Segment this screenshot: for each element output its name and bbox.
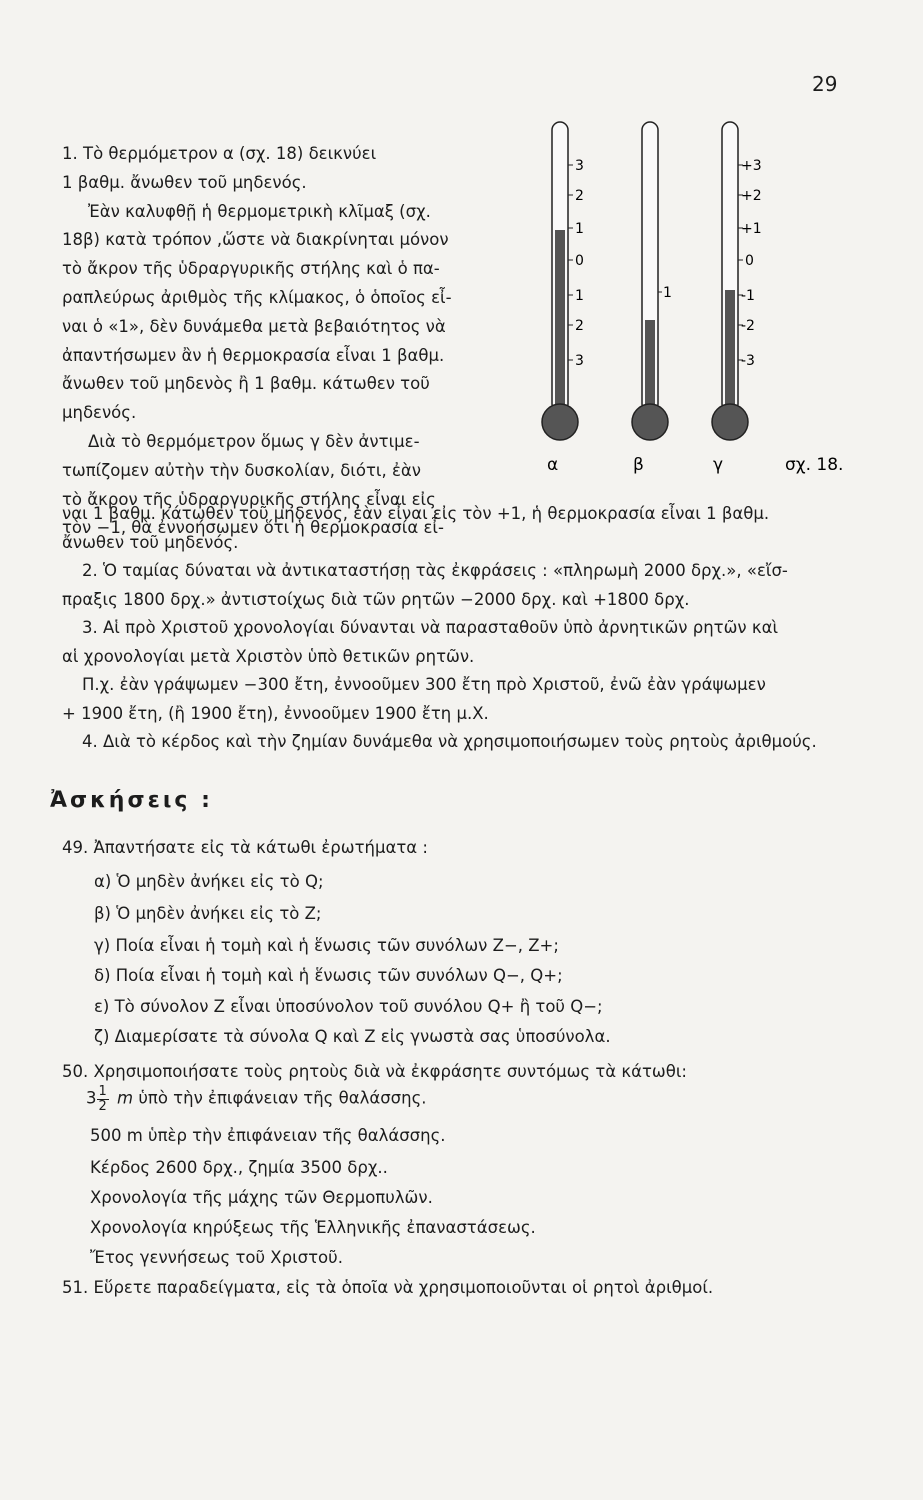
paragraph-line: αἱ χρονολογίαι μετὰ Χριστὸν ὑπὸ θετικῶν ρητῶν. <box>62 646 475 666</box>
fraction <box>97 1085 109 1113</box>
paragraph-line: Π.χ. ἐὰν γράψωμεν −300 ἔτη, ἐννοοῦμεν 300 ἔτη πρὸ Χριστοῦ, ἐνῶ ἐὰν γράψωμεν <box>82 675 766 694</box>
paragraph-line: μηδενός. <box>62 403 137 423</box>
scale-g-label: -2 <box>741 318 755 334</box>
exercise-49-item: β) Ὁ μηδὲν ἀνήκει εἰς τὸ Z; <box>94 904 322 923</box>
paragraph-line: Ἐὰν καλυφθῇ ἡ θερμομετρικὴ κλῖμαξ (σχ. <box>88 201 431 221</box>
paragraph-line: τὸ ἄκρον τῆς ὑδραργυρικῆς στήλης καὶ ὁ πα- <box>62 259 440 279</box>
paragraph-line: τὸν −1, θὰ ἐννοήσωμεν ὅτι ἡ θερμοκρασία εἶ- <box>62 518 444 538</box>
paragraph-line: ἄνωθεν τοῦ μηδενός. <box>62 532 239 552</box>
scale-g-label: +1 <box>741 221 762 237</box>
exercise-50-item: Χρονολογία κηρύξεως τῆς Ἑλληνικῆς ἐπαναστάσεως. <box>90 1218 536 1237</box>
paragraph-line: 1 βαθμ. ἄνωθεν τοῦ μηδενός. <box>62 172 307 192</box>
scale-a-label: 3 <box>575 353 584 369</box>
scale-g-label: -3 <box>741 353 755 369</box>
page-number: 29 <box>812 72 838 96</box>
exercise-50-item: Χρονολογία τῆς μάχης τῶν Θερμοπυλῶν. <box>90 1188 433 1207</box>
thermometer-a <box>542 122 584 440</box>
exercise-49-item: γ) Ποία εἶναι ἡ τομὴ καὶ ἡ ἕνωσις τῶν συνόλων Z−, Z+; <box>94 936 559 955</box>
scale-a-label: 3 <box>575 158 584 174</box>
exercise-49-item: α) Ὁ μηδὲν ἀνήκει εἰς τὸ Q; <box>94 872 324 891</box>
scale-g-label: +3 <box>741 158 762 174</box>
paragraph-line: τωπίζομεν αὐτὴν τὴν δυσκολίαν, διότι, ἐὰν <box>62 460 421 480</box>
unit-m: m <box>117 1088 134 1108</box>
figure-label-a: α <box>547 455 559 475</box>
thermometer-b <box>632 122 672 440</box>
intro-text-block <box>62 140 532 543</box>
paragraph-line: ραπλεύρως ἀριθμὸς τῆς κλίμακος, ὁ ὁποῖος εἶ- <box>62 287 452 307</box>
paragraph-line: Διὰ τὸ θερμόμετρον ὅμως γ δὲν ἀντιμε- <box>88 431 420 451</box>
exercise-49-item: ε) Τὸ σύνολον Z εἶναι ὑποσύνολον τοῦ συνόλου Q+ ἢ τοῦ Q−; <box>94 997 603 1016</box>
exercise-50-title: 50. Χρησιμοποιήσατε τοὺς ρητοὺς διὰ νὰ ἐκφράσητε συντόμως τὰ κάτωθι: <box>62 1062 687 1081</box>
figure-label-g: γ <box>713 455 724 475</box>
paragraph-line: ναι ὁ «1», δὲν δυνάμεθα μετὰ βεβαιότητος νὰ <box>62 316 446 336</box>
exercise-50-item: 500 m ὑπὲρ τὴν ἐπιφάνειαν τῆς θαλάσσης. <box>90 1126 446 1145</box>
paragraph-line: 3. Αἱ πρὸ Χριστοῦ χρονολογίαι δύνανται νὰ παρασταθοῦν ὑπὸ ἀρνητικῶν ρητῶν καὶ <box>82 618 779 637</box>
scale-a-label: 1 <box>575 221 584 237</box>
paragraph-line: ναι 1 βαθμ. κάτωθεν τοῦ μηδενός, ἐὰν εἶναι εἰς τὸν +1, ἡ θερμοκρασία εἶναι 1 βαθμ. <box>62 504 770 523</box>
scale-a-label: 2 <box>575 188 584 204</box>
exercise-50-fraction-line <box>86 1085 427 1113</box>
scale-b-label: 1 <box>663 285 672 301</box>
mixed-number-whole: 3 <box>86 1088 97 1108</box>
scale-a-label: 1 <box>575 288 584 304</box>
thermometer-figure <box>525 110 865 480</box>
scale-g-label: +2 <box>741 188 762 204</box>
exercise-49-item: δ) Ποία εἶναι ἡ τομὴ καὶ ἡ ἕνωσις τῶν συνόλων Q−, Q+; <box>94 966 563 985</box>
thermometer-g <box>712 122 762 440</box>
figure-label-b: β <box>633 455 644 475</box>
scale-g-label: 0 <box>745 253 754 269</box>
paragraph-line: 4. Διὰ τὸ κέρδος καὶ τὴν ζημίαν δυνάμεθα νὰ χρησιμοποιήσωμεν τοὺς ρητοὺς ἀριθμούς. <box>82 732 817 751</box>
body-text-block <box>62 500 862 757</box>
fraction-text: ὑπὸ τὴν ἐπιφάνειαν τῆς θαλάσσης. <box>138 1088 427 1108</box>
exercise-51-title: 51. Εὕρετε παραδείγματα, εἰς τὰ ὁποῖα νὰ χρησιμοποιοῦνται οἱ ρητοὶ ἀριθμοί. <box>62 1278 714 1297</box>
exercise-49-title: 49. Ἀπαντήσατε εἰς τὰ κάτωθι ἐρωτήματα : <box>62 838 428 857</box>
exercises-heading: Ἀσκήσεις : <box>50 788 213 813</box>
scale-g-label: -1 <box>741 288 755 304</box>
figure-caption: σχ. 18. <box>785 455 844 475</box>
scale-a-label: 2 <box>575 318 584 334</box>
paragraph-line: 18β) κατὰ τρόπον ,ὥστε νὰ διακρίνηται μόνον <box>62 230 449 250</box>
paragraph-line: 1. Τὸ θερμόμετρον α (σχ. 18) δεικνύει <box>62 144 377 163</box>
exercise-50-item: Κέρδος 2600 δρχ., ζημία 3500 δρχ.. <box>90 1158 388 1177</box>
scale-a-label: 0 <box>575 253 584 269</box>
fraction-denominator: 2 <box>98 1098 107 1114</box>
fraction-numerator: 1 <box>98 1084 107 1099</box>
paragraph-line: τὸ ἄκρον τῆς ὑδραργυρικῆς στήλης εἶναι εἰς <box>62 489 436 509</box>
paragraph-line: ἀπαντήσωμεν ἂν ἡ θερμοκρασία εἶναι 1 βαθμ. <box>62 345 445 365</box>
paragraph-line: + 1900 ἔτη, (ἢ 1900 ἔτη), ἐννοοῦμεν 1900 ἔτη μ.Χ. <box>62 703 489 723</box>
exercise-49-item: ζ) Διαμερίσατε τὰ σύνολα Q καὶ Z εἰς γνωστὰ σας ὑποσύνολα. <box>94 1027 611 1046</box>
paragraph-line: ἄνωθεν τοῦ μηδενὸς ἢ 1 βαθμ. κάτωθεν τοῦ <box>62 374 430 394</box>
paragraph-line: πραξις 1800 δρχ.» ἀντιστοίχως διὰ τῶν ρητῶν −2000 δρχ. καὶ +1800 δρχ. <box>62 589 690 609</box>
paragraph-line: 2. Ὁ ταμίας δύναται νὰ ἀντικαταστήσῃ τὰς ἐκφράσεις : «πληρωμὴ 2000 δρχ.», «εἴσ- <box>82 561 788 580</box>
exercise-50-item: Ἔτος γεννήσεως τοῦ Χριστοῦ. <box>90 1248 343 1267</box>
